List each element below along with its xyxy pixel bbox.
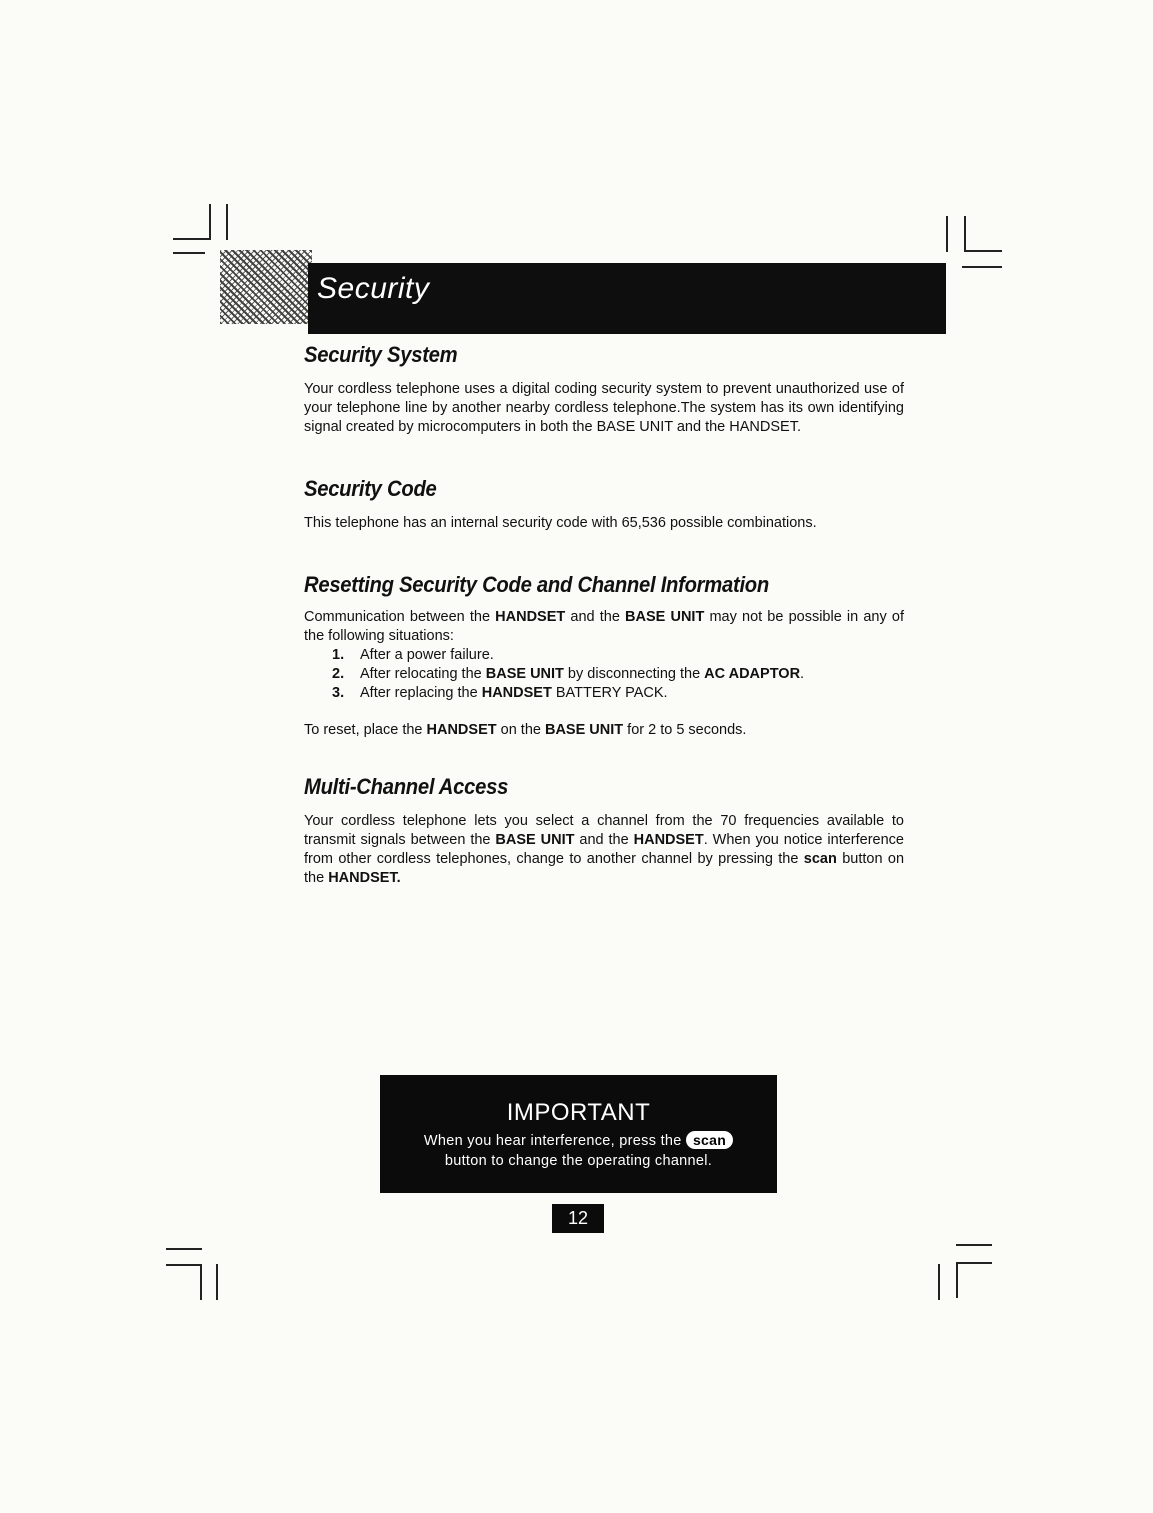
security-system-section: [304, 342, 904, 437]
crop-mark: [964, 216, 966, 252]
list-item: 2. After relocating the BASE UNIT by disconnecting the AC ADAPTOR.: [332, 666, 805, 682]
section-body: Your cordless telephone uses a digital coding security system to prevent unauthorized use of your telephone line by another nearby cordless telephone.The system has its own identifying signal created by microcomputers in both the BASE UNIT and the HANDSET.: [304, 381, 904, 435]
security-code-section: [304, 476, 904, 533]
crop-mark: [226, 204, 228, 240]
list-item: 1. After a power failure.: [332, 647, 494, 663]
notice-heading: IMPORTANT: [506, 1099, 651, 1126]
crop-mark: [962, 266, 1002, 268]
scan-button-icon: scan: [686, 1131, 733, 1149]
reset-instruction: To reset, place the HANDSET on the BASE UNIT for 2 to 5 seconds.: [304, 722, 747, 738]
section-heading: Multi-Channel Access: [304, 774, 509, 799]
section-body: Communication between the HANDSET and the BASE UNIT may not be possible in any of the following situations:: [304, 609, 904, 644]
situation-list: [304, 646, 904, 703]
crop-mark: [956, 1262, 958, 1298]
section-heading: Security System: [304, 342, 458, 367]
section-heading: Security Code: [304, 476, 437, 501]
banner-title: Security: [317, 272, 430, 305]
section-heading: Resetting Security Code and Channel Information: [304, 572, 769, 597]
crop-mark: [956, 1244, 992, 1246]
multi-channel-section: [304, 774, 904, 888]
crop-mark: [938, 1264, 940, 1300]
crop-mark: [209, 204, 211, 240]
important-notice: [380, 1075, 777, 1193]
crop-mark: [200, 1264, 202, 1300]
halftone-pattern: [220, 250, 312, 324]
crop-mark: [956, 1262, 992, 1264]
crop-mark: [946, 216, 948, 252]
page-number: 12: [552, 1204, 604, 1233]
crop-mark: [173, 238, 211, 240]
crop-mark: [173, 252, 205, 254]
crop-mark: [964, 250, 1002, 252]
section-body: Your cordless telephone lets you select a channel from the 70 frequencies available to transmit signals between the BASE UNIT and the HANDSET. When you notice interference from other cordless telephones, change to another channel by pressing the scan button on the HANDSET.: [304, 813, 905, 886]
crop-mark: [166, 1248, 202, 1250]
list-item: 3. After replacing the HANDSET BATTERY PACK.: [332, 685, 668, 701]
notice-message: When you hear interference, press the scan button to change the operating channel.: [380, 1131, 777, 1171]
resetting-section: [304, 572, 904, 740]
section-body: This telephone has an internal security code with 65,536 possible combinations.: [304, 515, 817, 531]
crop-mark: [166, 1264, 202, 1266]
crop-mark: [216, 1264, 218, 1300]
